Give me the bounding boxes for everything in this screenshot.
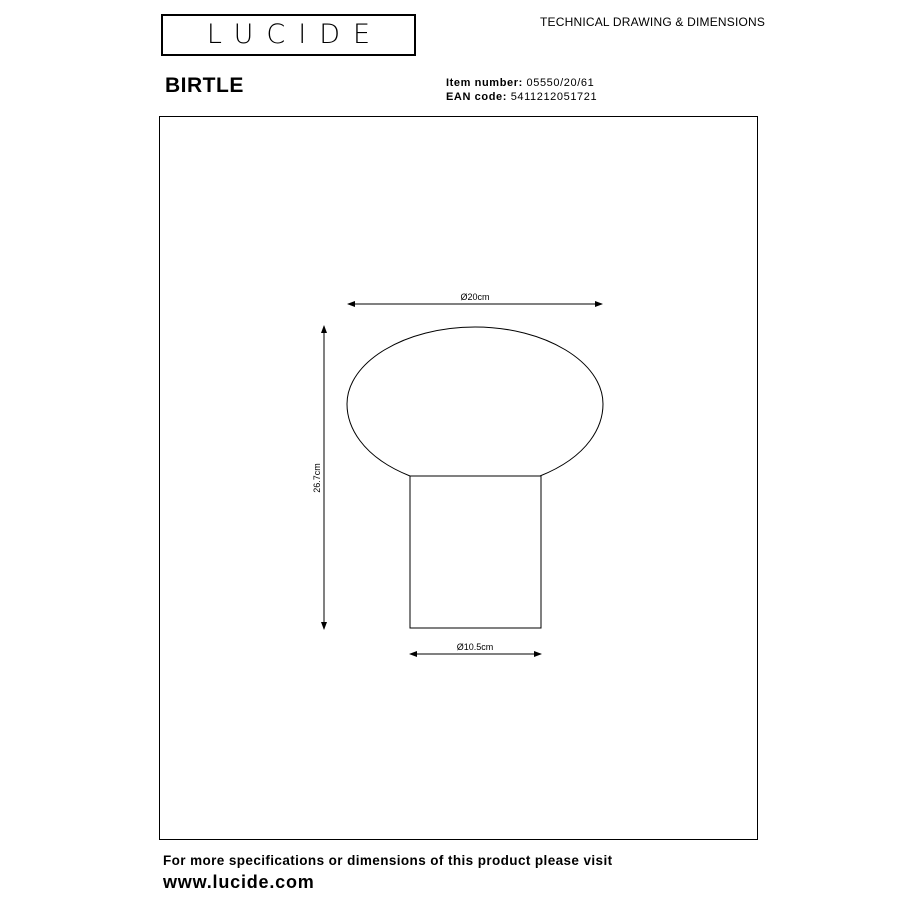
item-number-label: Item number: [446, 77, 523, 89]
lamp-base-outline [410, 476, 541, 628]
ean-label: EAN code: [446, 91, 508, 103]
document-type: TECHNICAL DRAWING & DIMENSIONS [540, 15, 766, 29]
base-diameter-label: Ø10.5cm [456, 642, 494, 652]
footer-note: For more specifications or dimensions of this product please visit [163, 853, 613, 868]
ean-value: 5411212051721 [510, 91, 598, 103]
lamp-shade-outline [347, 327, 603, 476]
logo-text: LUCIDE [206, 19, 384, 50]
height-label: 26.7cm [312, 463, 322, 493]
product-name: BIRTLE [165, 74, 244, 97]
website-link[interactable]: www.lucide.com [163, 872, 315, 892]
shade-diameter-label: Ø20cm [460, 292, 490, 302]
item-number-value: 05550/20/61 [526, 77, 595, 89]
